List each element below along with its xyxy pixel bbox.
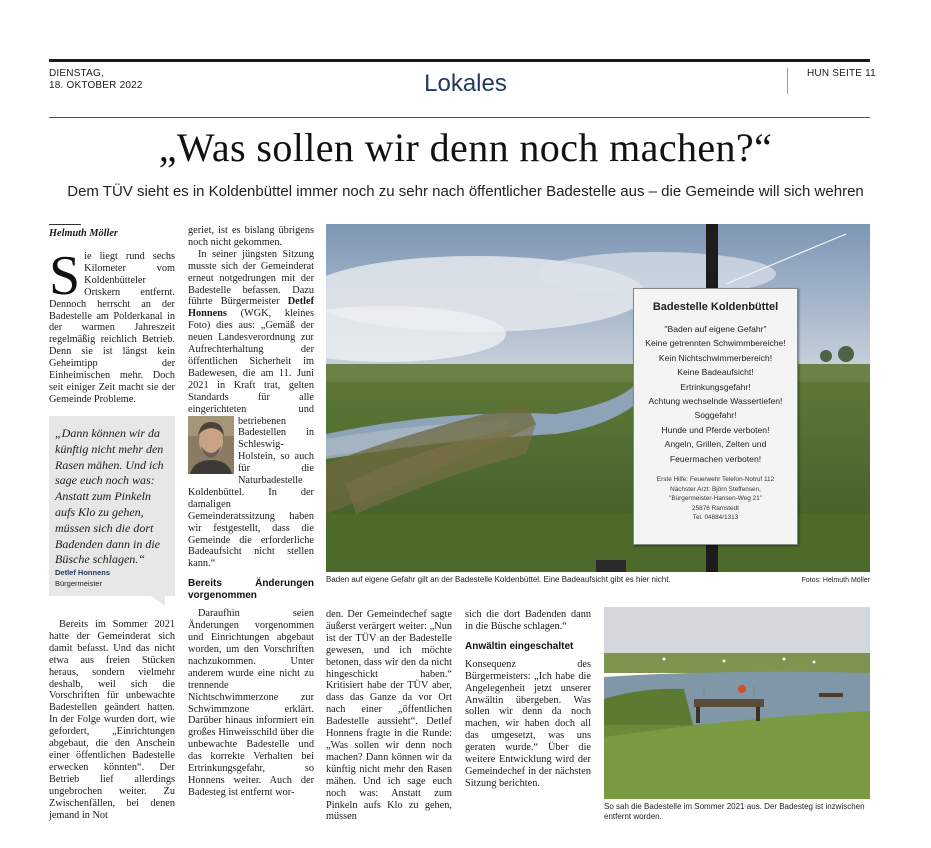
article-column-1-intro (49, 245, 175, 406)
article-column-1-body (49, 619, 175, 821)
sign-small-line: 25876 Ramstedt (692, 504, 739, 512)
paragraph: sich die dort Badenden dann in die Büsche schlagen.“ (465, 609, 591, 632)
top-rule (49, 59, 870, 62)
crosshead: Bereits Änderungen vorgenommen (188, 578, 314, 602)
weekday: DIENSTAG, (49, 68, 104, 79)
paragraph: Konsequenz des Bürgermeisters: „Ich habe die Angelegenheit jetzt unserer Anwältin übergeben. Was sollen wir denn da noch machen, wir haben doch all das umgesetzt, was uns geraten wurde.“ Über die weitere Entwicklung wird der Gemeindechef in der nächsten Sitzung berichten. (465, 658, 591, 789)
paragraph: Daraufhin seien Änderungen vorgenommen und Einrichtungen abgebaut worden, um den Vorschriften nachzukommen. Unter anderem wurde eine nicht zu trennende Nichtschwimmerzone zur Schwimmzone erklärt. Darüber hinaus informiert ein großes Hinweisschild über die unbewachte Badestelle und das korrekte Verhalten bei Ertrinkungsgefahr, so Honnens weiter. Auch der Badesteg ist entfernt wor- (188, 608, 314, 798)
header-rule (49, 117, 870, 118)
drop-cap: S (49, 245, 81, 307)
main-photo (326, 224, 870, 572)
article-column-4 (465, 609, 591, 790)
photo-credit: Fotos: Helmuth Möller (801, 577, 870, 584)
portrait-spacer (188, 416, 238, 478)
sign-contact (634, 475, 797, 523)
paragraph: den. Der Gemeindechef sagte äußerst verärgert weiter: „Nun ist der TÜV an der Badestelle gewesen, und ich möchte betonen, dass wir den da nicht hingeschickt haben.“ Kritisiert habe der TÜV aber, dass das Ganze da vor Ort nach einer „öffentlichen Badestelle aussieht“. Detlef Honnens fragte in die Runde: „Was sollen wir denn noch machen? Dann können wir da künftig nicht mehr den Rasen mähen. Und ich sage euch noch was: Anstatt zum Pinkeln aufs Klo zu gehen, müssen (326, 609, 452, 823)
sign-line: Achtung wechselnde Wassertiefen! (648, 396, 783, 407)
sign-line: Hunde und Pferde verboten! (661, 424, 770, 435)
author: Helmuth Möller (49, 228, 118, 239)
author-rule (49, 224, 81, 225)
sign-small-line: Erste Hilfe: Feuerwehr Telefon-Notruf 112 (656, 476, 775, 483)
paragraph-text: In seiner jüngsten Sitzung musste sich der Gemeinderat erneut notgedrungen mit der Badestelle befassen. Dazu führte Bürgermeister (188, 248, 314, 308)
main-photo-caption: Baden auf eigene Gefahr gilt an der Badestelle Koldenbüttel. Eine Badeaufsicht gibt es hier nicht. (326, 575, 671, 584)
paragraph (188, 249, 314, 570)
sign-small-line: Nächster Arzt: Björn Steffensen, (670, 485, 761, 493)
paragraph: geriet, ist es bislang übrigens noch nicht gekommen. (188, 225, 314, 248)
sign-line: Soggefahr! (694, 410, 737, 421)
sign-line: Feuermachen verboten! (669, 453, 762, 464)
person-name: Detlef Honnens (188, 296, 314, 320)
intro-text: ie liegt rund sechs Kilometer vom Koldenbütteler Ortskern entfernt. Dennoch herrscht an der Badestelle am Polderkanal in der warmen Jahreszeit regelmäßig reichlich Betrieb. Denn sie ist längst kein Geheimtipp der Einheimischen mehr. Doch seit einiger Zeit macht sie der Gemeinde Probleme. (49, 251, 175, 405)
section-title: Lokales (424, 70, 507, 97)
warning-sign (633, 288, 798, 545)
quote-box (49, 416, 175, 596)
paragraph-text: (WGK, kleines Foto) dies aus: „Gemäß der neuen Landesverordnung zur Aufrechterhaltung der öffentlichen Sicherheit im Badewesen, die am 11. Juni 2021 in Kraft trat, gelten Standards für alle eingerichteten und betriebenen Badestellen in Schleswig-Holstein, so auch für die Naturbadestelle Koldenbüttel. In der damaligen Gemeinderatssitzung haben wir festgestellt, dass die Gemeinde die erforderliche Badeaufsicht nicht stellen kann.“ (188, 308, 314, 570)
page-divider (787, 68, 788, 94)
sign-rules (634, 322, 797, 466)
small-photo (604, 607, 870, 799)
sign-line: Keine getrennten Schwimmbereiche! (645, 338, 786, 349)
quote-tail (151, 596, 165, 606)
article-column-3 (326, 609, 452, 823)
subheadline: Dem TÜV sieht es in Koldenbüttel immer noch zu sehr nach öffentlicher Badestelle aus – die Gemeinde will sich wehren (67, 183, 864, 200)
small-photo-caption: So sah die Badestelle im Sommer 2021 aus. Der Badesteg ist inzwischen entfernt worden. (604, 802, 865, 821)
page-number: HUN SEITE 11 (807, 68, 876, 79)
sign-line: Ertrinkungsgefahr! (680, 381, 751, 392)
article-column-2 (188, 225, 314, 799)
sign-line: Kein Nichtschwimmerbereich! (658, 352, 773, 363)
date: 18. OKTOBER 2022 (49, 80, 143, 91)
sign-small-line: Tel. 04884/1313 (692, 514, 739, 522)
headline: „Was sollen wir denn noch machen?“ (158, 125, 773, 170)
quote-name: Detlef Honnens (55, 568, 111, 577)
crosshead: Anwältin eingeschaltet (465, 640, 574, 652)
sign-small-line: "Bürgermeister-Hansen-Weg 21" (669, 495, 762, 503)
quote-text: „Dann können wir da künftig nicht mehr den Rasen mähen. Und ich sage euch noch was: Anstatt zum Pinkeln aufs Klo zu gehen, müssen sich die dort Badenden dann in die Büsche schlagen.“ (55, 426, 164, 567)
sign-line: Angeln, Grillen, Zelten und (664, 439, 767, 450)
sign-title: Badestelle Koldenbüttel (652, 301, 779, 313)
sign-line: Keine Badeaufsicht! (677, 367, 754, 378)
sign-line: "Baden auf eigene Gefahr" (664, 324, 767, 334)
paragraph: Bereits im Sommer 2021 hatte der Gemeinderat sich damit befasst. Und das nicht etwa aus freien Stücken heraus, sondern vielmehr deshalb, weil sich die Vorschriften für unbewachte Badestellen geändert hatten. In der Folge wurden dort, wie gefordert, „Einrichtungen abgebaut, die den Anschein einer öffentlichen Badestelle erwecken könnten“. Der Betrieb lief allerdings ungebrochen weiter. Zu Zwischenfällen, bei denen jemand in Not (49, 619, 175, 821)
small-photo-image (604, 607, 870, 799)
quote-role: Bürgermeister (55, 579, 103, 588)
